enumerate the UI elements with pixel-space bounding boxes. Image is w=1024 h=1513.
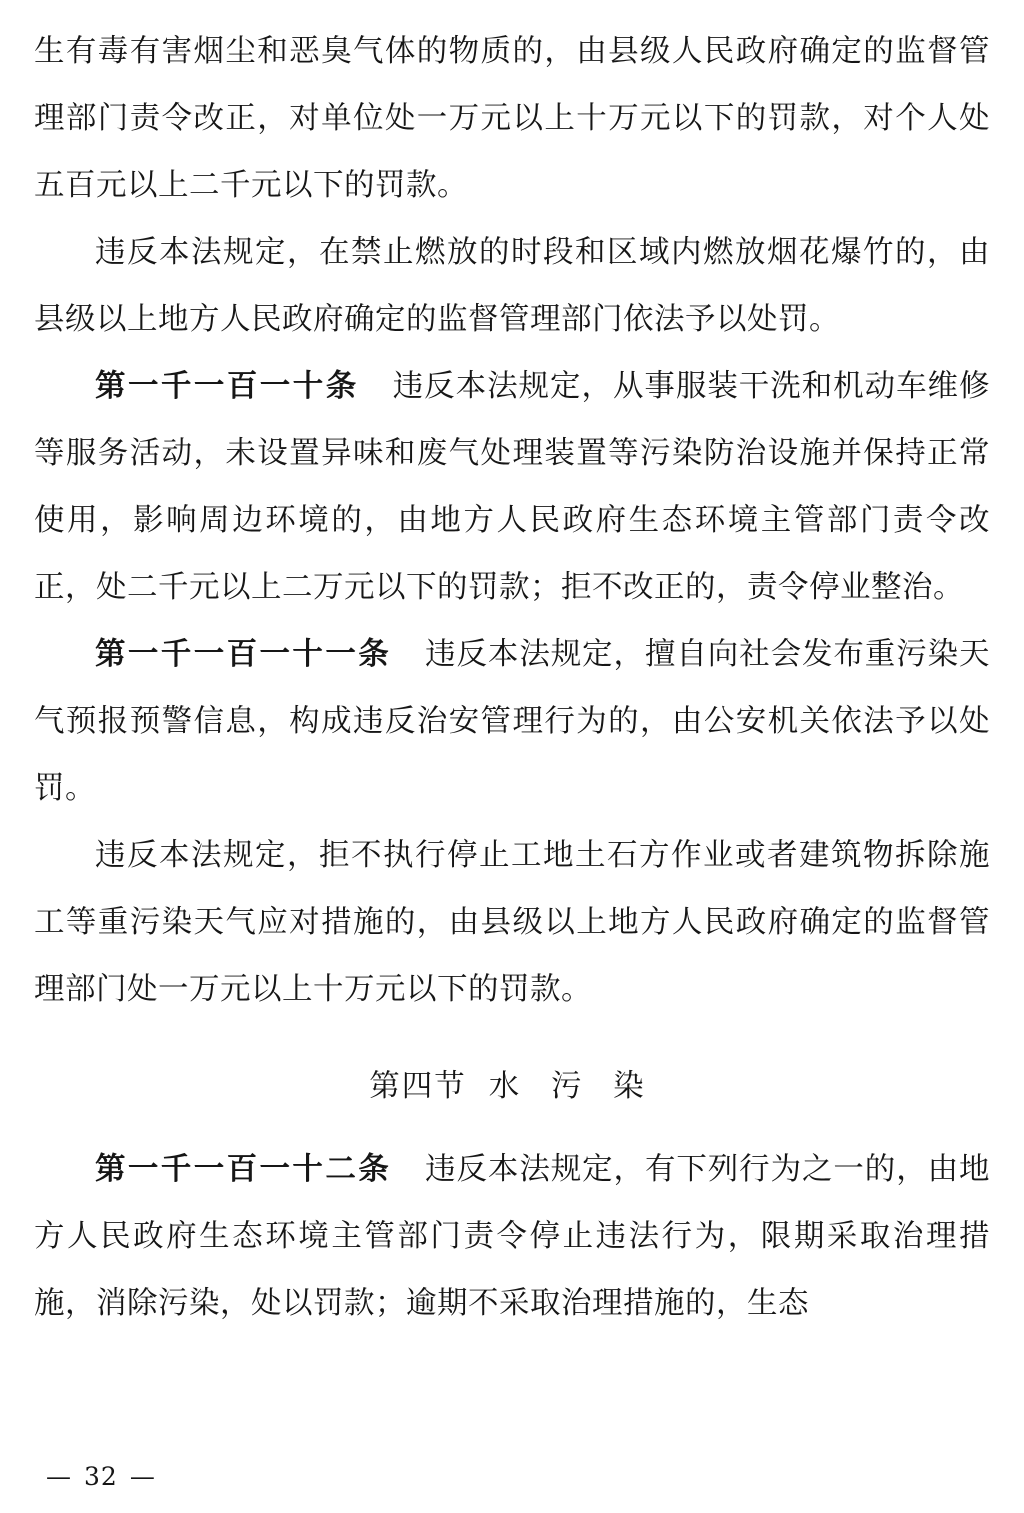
heading-spacer-bottom: [34, 1120, 990, 1136]
document-body: [34, 18, 990, 1337]
article-1111: [34, 621, 990, 822]
article-1112-text: 违反本法规定，有下列行为之一的，由地方人民政府生态环境主管部门责令停止违法行为，限期采取治理措施，消除污染，处以罚款；逾期不采取治理措施的，生态: [34, 1152, 991, 1321]
article-1112: [34, 1136, 990, 1337]
paragraph-fireworks: 违反本法规定，在禁止燃放的时段和区域内燃放烟花爆竹的，由县级以上地方人民政府确定的监督管理部门依法予以处罚。: [34, 235, 990, 337]
article-1110-number: 第一千一百一十条: [95, 368, 359, 404]
section-heading-name: 水 污 染: [488, 1069, 655, 1104]
page-footer: [34, 1462, 990, 1491]
article-1112-number: 第一千一百一十二条: [95, 1151, 392, 1187]
paragraph-continued-fines: 生有毒有害烟尘和恶臭气体的物质的，由县级人民政府确定的监督管理部门责令改正，对单位处一万元以上十万元以下的罚款，对个人处五百元以上二千元以下的罚款。: [34, 34, 990, 203]
footer-dash-left: —: [46, 1462, 72, 1491]
article-1110: [34, 353, 990, 621]
footer-dash-right: —: [129, 1462, 156, 1491]
page-number: 32: [84, 1462, 118, 1491]
article-1111-number: 第一千一百一十一条: [95, 636, 392, 672]
article-1111-text: 违反本法规定，擅自向社会发布重污染天气预报预警信息，构成违反治安管理行为的，由公安机关依法予以处罚。: [34, 637, 991, 806]
heading-spacer-top: [34, 1023, 990, 1053]
article-1110-text: 违反本法规定，从事服装干洗和机动车维修等服务活动，未设置异味和废气处理装置等污染防治设施并保持正常使用，影响周边环境的，由地方人民政府生态环境主管部门责令改正，处二千元以上二万元以下的罚款；拒不改正的，责令停业整治。: [34, 369, 991, 605]
section-heading-label: 第四节: [369, 1069, 467, 1104]
section-heading: [34, 1053, 990, 1120]
paragraph-construction: 违反本法规定，拒不执行停止工地土石方作业或者建筑物拆除施工等重污染天气应对措施的，由县级以上地方人民政府确定的监督管理部门处一万元以上十万元以下的罚款。: [34, 838, 990, 1007]
